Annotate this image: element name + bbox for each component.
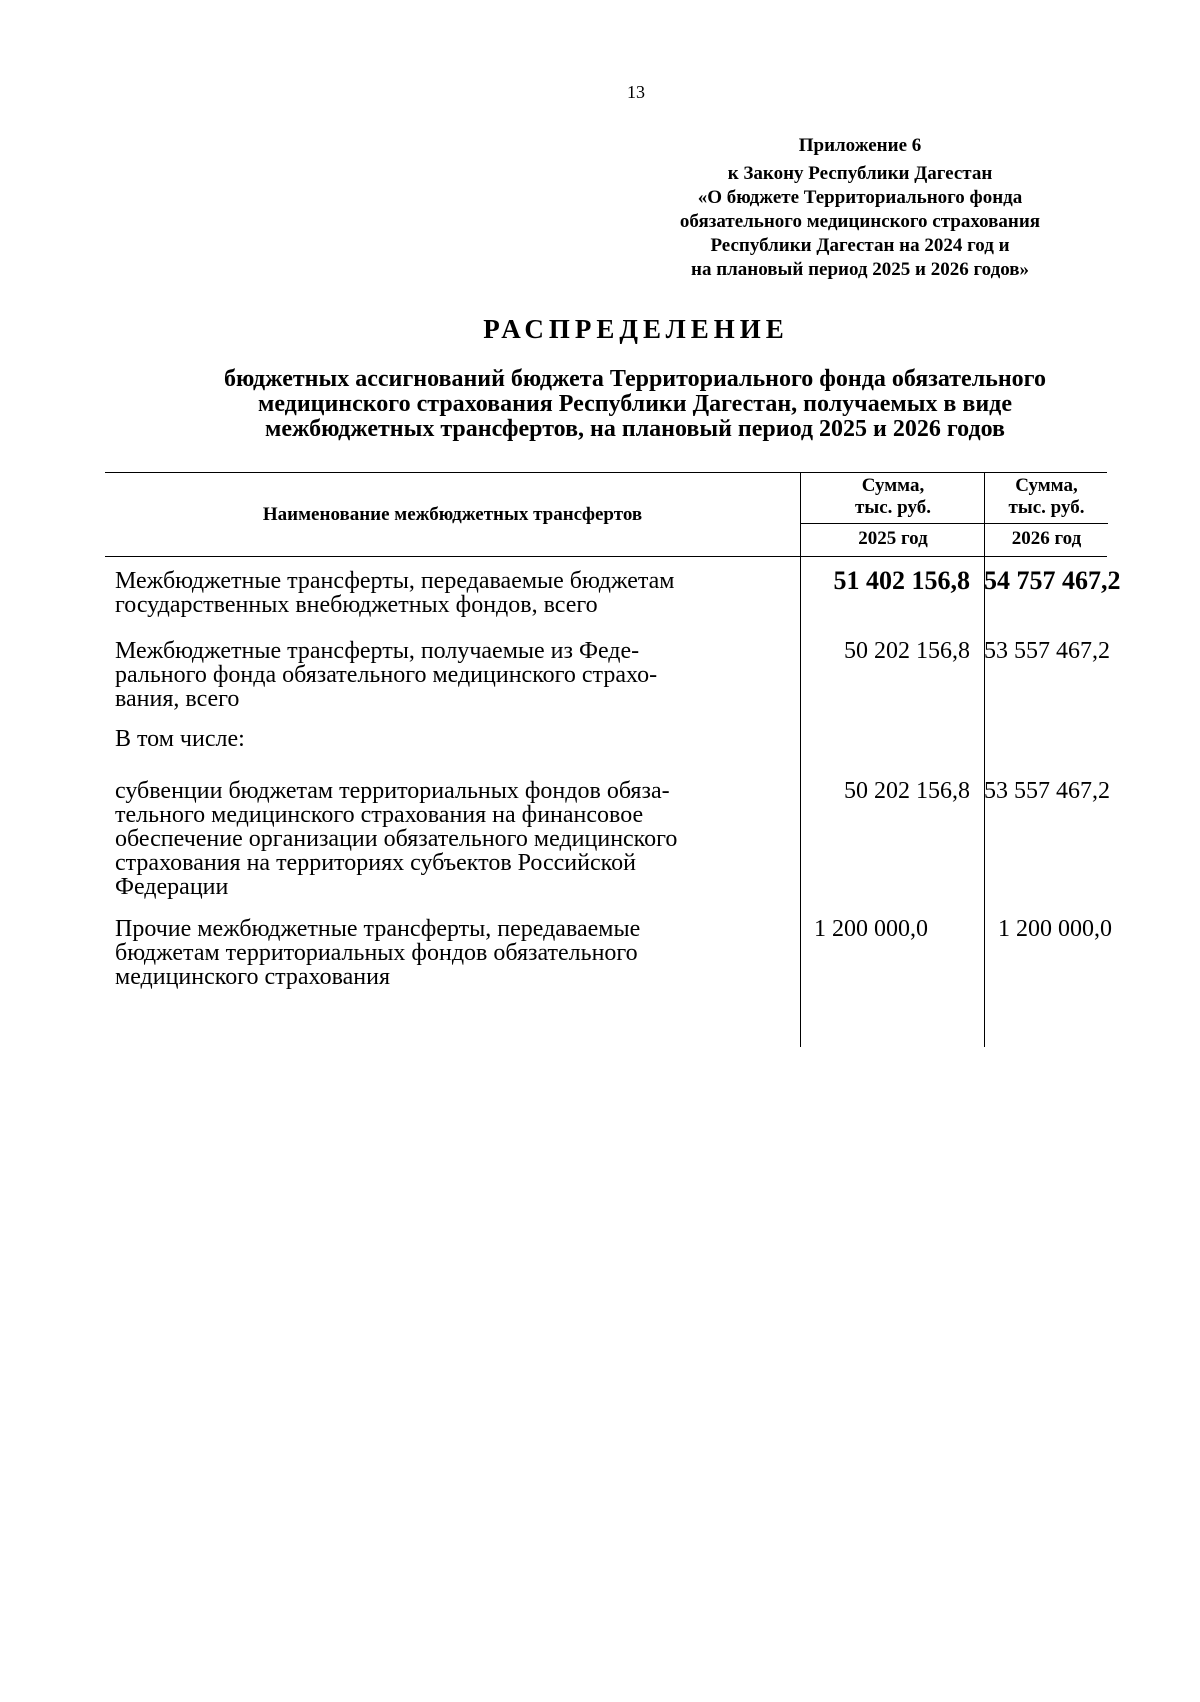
row-name — [115, 917, 793, 989]
row-name-line: субвенции бюджетам территориальных фондов обяза- — [115, 778, 670, 804]
row-name-line: обеспечение организации обязательного медицинского — [115, 826, 678, 852]
row-name-line: государственных внебюджетных фондов, всего — [115, 592, 598, 618]
value-2026: 54 757 467,2 — [984, 566, 1121, 595]
appendix-block — [590, 134, 1130, 282]
appendix-line: к Закону Республики Дагестан — [727, 163, 993, 184]
row-name-line: тельного медицинского страхования на финансовое — [115, 802, 644, 828]
subtitle-line: медицинского страхования Республики Дагестан, получаемых в виде — [258, 391, 1012, 417]
row-name-line: Федерации — [115, 874, 229, 900]
header-year-2025: 2025 год — [858, 528, 928, 549]
value-2026: 53 557 467,2 — [984, 778, 1110, 804]
table-header — [105, 472, 1107, 557]
row-name — [115, 639, 793, 711]
page-number: 13 — [627, 82, 645, 102]
row-name-line: рального фонда обязательного медицинского страхо- — [115, 662, 658, 688]
value-2026: 1 200 000,0 — [998, 916, 1112, 942]
row-name-line: Прочие межбюджетные трансферты, передаваемые — [115, 916, 641, 942]
subtitle-line: межбюджетных трансфертов, на плановый период 2025 и 2026 годов — [265, 416, 1005, 442]
header-sum-line2: тыс. руб. — [1008, 497, 1085, 518]
header-sum — [985, 473, 1108, 524]
header-name: Наименование межбюджетных трансфертов — [262, 503, 643, 525]
row-name-line: Межбюджетные трансферты, получаемые из Феде- — [115, 638, 640, 664]
value-2026: 53 557 467,2 — [984, 638, 1110, 664]
table-body — [105, 557, 1121, 1047]
appendix-line: на плановый период 2025 и 2026 годов» — [691, 259, 1029, 280]
row-name — [115, 727, 793, 751]
header-year-2026: 2026 год — [1011, 528, 1082, 549]
appendix-title: Приложение 6 — [798, 135, 922, 156]
appendix-line: обязательного медицинского страхования — [679, 211, 1041, 232]
appendix-line: «О бюджете Территориального фонда — [697, 187, 1023, 208]
subtitle-line: бюджетных ассигнований бюджета Территориального фонда обязательного — [224, 366, 1046, 392]
header-sum-line1: Сумма, — [1015, 475, 1078, 496]
header-column-2026 — [984, 473, 1108, 556]
transfers-table — [105, 472, 1121, 1047]
document-title: РАСПРЕДЕЛЕНИЕ — [483, 314, 789, 344]
row-name — [115, 779, 793, 899]
header-column-2025 — [800, 473, 985, 556]
header-sum-line2: тыс. руб. — [855, 497, 931, 518]
row-name-line: бюджетам территориальных фондов обязательного — [115, 940, 638, 966]
value-2025: 50 202 156,8 — [844, 778, 970, 804]
value-2025: 1 200 000,0 — [814, 916, 928, 942]
row-name-line: медицинского страхования — [115, 964, 391, 990]
value-2025: 51 402 156,8 — [833, 566, 970, 595]
row-name-line: Межбюджетные трансферты, передаваемые бюджетам — [115, 568, 675, 594]
header-sum-line1: Сумма, — [861, 475, 925, 496]
document-subtitle — [115, 367, 1155, 442]
row-name — [115, 569, 793, 617]
appendix-line: Республики Дагестан на 2024 год и — [710, 235, 1010, 256]
header-sum — [801, 473, 985, 524]
row-name-line: В том числе: — [115, 726, 245, 752]
value-2025: 50 202 156,8 — [844, 638, 970, 664]
row-name-line: вания, всего — [115, 686, 240, 712]
row-name-line: страхования на территориях субъектов Российской — [115, 850, 636, 876]
